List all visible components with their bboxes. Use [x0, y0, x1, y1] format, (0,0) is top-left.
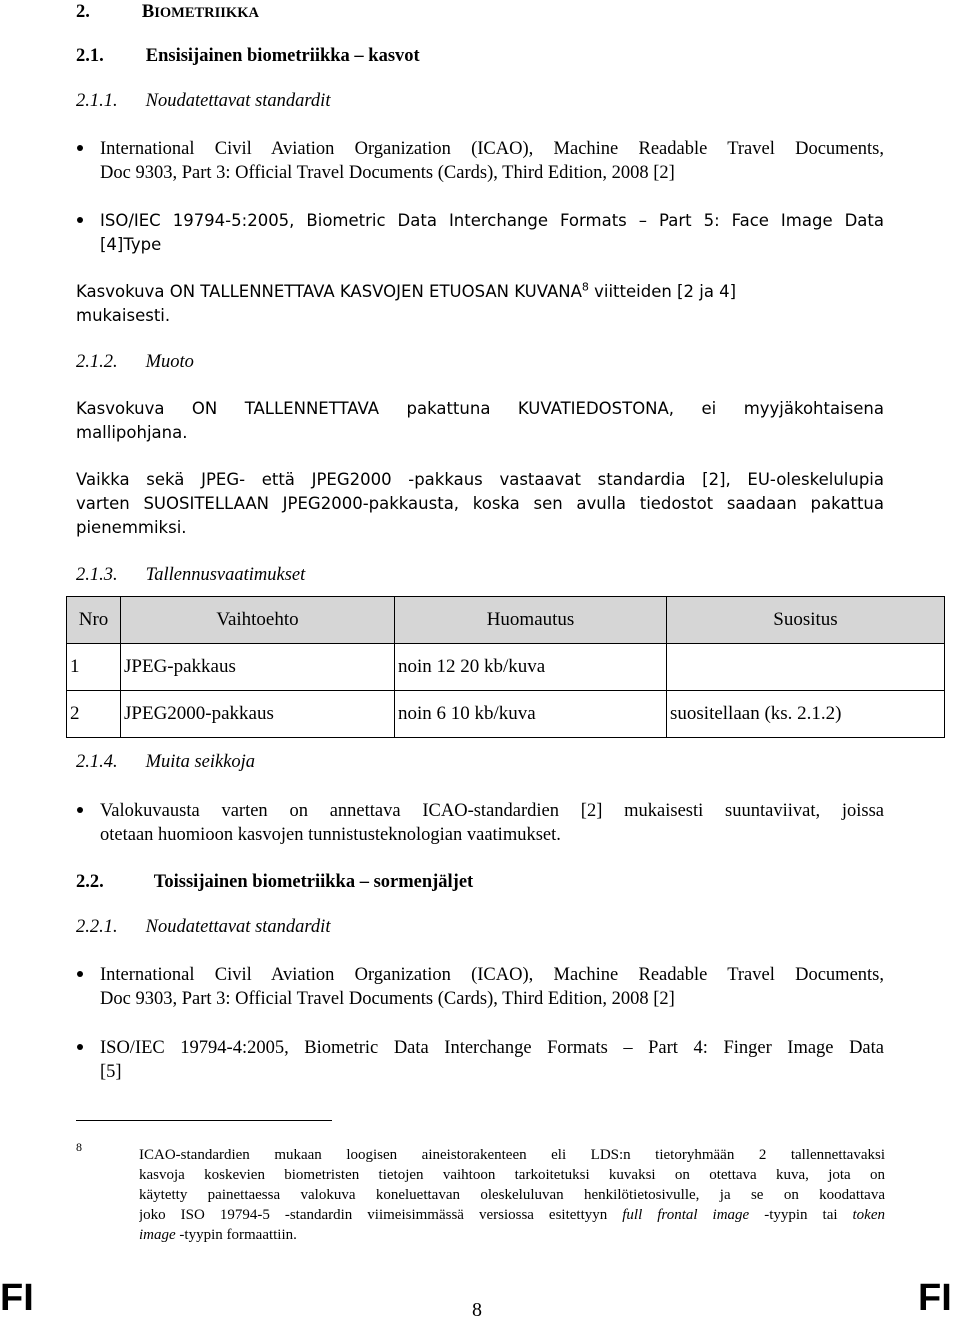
table-cell [667, 644, 945, 691]
heading-number: 2.2.1. [76, 917, 118, 937]
heading-title: Noudatettavat standardit [145, 91, 331, 111]
table-row [67, 691, 945, 738]
table-cell: noin 6 10 kb/kuva [395, 691, 667, 738]
heading-2-1-3 [76, 563, 305, 587]
storage-options-table [66, 596, 945, 738]
bullet-icon [77, 1044, 83, 1050]
bullet-text-line: International Civil Aviation Organization (ICAO), Machine Readable Travel Documents, [100, 965, 884, 985]
paragraph-line: Kasvokuva ON TALLENNETTAVA pakattuna KUVATIEDOSTONA, ei myyjäkohtaisena [76, 399, 884, 418]
paragraph-line: Vaikka sekä JPEG- että JPEG2000 -pakkaus vastaavat standardia [2], EU-oleskelulupia [76, 470, 884, 489]
heading-2-2-1 [76, 915, 330, 939]
table-header-cell: Nro [67, 597, 121, 644]
heading-number: 2.1.1. [76, 91, 118, 111]
heading-number: 2.1.2. [76, 352, 118, 372]
table-header-cell: Huomautus [395, 597, 667, 644]
heading-number: 2.1.3. [76, 565, 118, 585]
paragraph-line [76, 280, 736, 304]
bullet-text-line: Valokuvausta varten on annettava ICAO-standardien [2] mukaisesti suuntaviivat, joissa [100, 801, 884, 821]
page-number: 8 [472, 1299, 482, 1321]
bullet-text-line: [5] [100, 1062, 122, 1082]
paragraph-line: mallipohjana. [76, 423, 188, 442]
table-cell: 2 [67, 691, 121, 738]
footer-language-left: FI [0, 1277, 34, 1319]
table-cell: suositellaan (ks. 2.1.2) [667, 691, 945, 738]
footnote-line [139, 1205, 885, 1225]
table-header-row [67, 597, 945, 644]
heading-title-first-letter: B [141, 2, 155, 22]
bullet-text-line: [4]Type [100, 235, 162, 254]
paragraph-line: pienemmiksi. [76, 518, 187, 537]
bullet-text-line: ISO/IEC 19794-5:2005, Biometric Data Interchange Formats – Part 5: Face Image Data [100, 211, 884, 230]
heading-number: 2.1. [76, 46, 104, 66]
heading-2-1-4 [76, 750, 255, 774]
footnote-line: käytetty painettaessa valokuva koneluettavan oleskeluluvan henkilötietosivulle, ja se on koodattava [139, 1187, 885, 1203]
bullet-icon [77, 145, 83, 151]
bullet-text-line: otetaan huomioon kasvojen tunnistusteknologian vaatimukset. [100, 825, 561, 845]
footnote-italic-term: token [852, 1207, 885, 1223]
heading-title: Noudatettavat standardit [145, 917, 331, 937]
footnote-italic-term: full frontal image [622, 1207, 750, 1223]
heading-2-1 [76, 44, 420, 68]
footnote-number: 8 [76, 1140, 82, 1154]
bullet-icon [77, 971, 83, 977]
heading-number: 2.1.4. [76, 752, 118, 772]
footer-language-right: FI [918, 1277, 952, 1319]
heading-2 [76, 0, 259, 25]
bullet-icon [77, 807, 83, 813]
table-row [67, 644, 945, 691]
footnote-line: kasvoja koskevien biometristen tietojen vaihtoon tarkoitetuksi kuvaksi on otettava kuva, jota on [139, 1167, 885, 1183]
footnote-text: joko ISO 19794-5 -standardin viimeisimmässä versiossa esitettyyn [139, 1207, 623, 1223]
footnote-italic-term: image [139, 1227, 176, 1243]
footnote-text: -tyypin tai [749, 1207, 853, 1223]
heading-number: 2. [76, 2, 90, 22]
bullet-icon [77, 217, 83, 223]
bullet-text-line: ISO/IEC 19794-4:2005, Biometric Data Interchange Formats – Part 4: Finger Image Data [100, 1038, 884, 1058]
paragraph-line: varten SUOSITELLAAN JPEG2000-pakkausta, koska sen avulla tiedostot saadaan pakattua [76, 494, 884, 513]
footnote-line [139, 1225, 297, 1245]
table-header-cell: Suositus [667, 597, 945, 644]
footnote-text: -tyypin formaattiin. [175, 1227, 297, 1243]
heading-2-2 [76, 870, 473, 894]
bullet-text-line: Doc 9303, Part 3: Official Travel Documents (Cards), Third Edition, 2008 [2] [100, 163, 675, 183]
table-cell: JPEG2000-pakkaus [121, 691, 395, 738]
heading-2-1-1 [76, 89, 330, 113]
table-cell: 1 [67, 644, 121, 691]
table-cell: noin 12 20 kb/kuva [395, 644, 667, 691]
heading-title-rest: IOMETRIIKKA [154, 5, 259, 21]
heading-title: Ensisijainen biometriikka – kasvot [145, 46, 420, 66]
bullet-text-line: International Civil Aviation Organization (ICAO), Machine Readable Travel Documents, [100, 139, 884, 159]
table-cell: JPEG-pakkaus [121, 644, 395, 691]
heading-number: 2.2. [76, 872, 104, 892]
paragraph-line: mukaisesti. [76, 306, 171, 325]
heading-title: Muoto [145, 352, 194, 372]
paragraph-text: Kasvokuva ON TALLENNETTAVA KASVOJEN ETUOSAN KUVANA [76, 282, 582, 301]
heading-title: Toissijainen biometriikka – sormenjäljet [153, 872, 474, 892]
footnote-reference: 8 [581, 280, 589, 294]
bullet-text-line: Doc 9303, Part 3: Official Travel Documents (Cards), Third Edition, 2008 [2] [100, 989, 675, 1009]
heading-title: Tallennusvaatimukset [145, 565, 306, 585]
footnote-line: ICAO-standardien mukaan loogisen aineistorakenteen eli LDS:n tietoryhmään 2 tallennettavaksi [139, 1147, 885, 1163]
paragraph-text: viitteiden [2 ja 4] [588, 282, 737, 301]
footnote-separator [76, 1120, 332, 1121]
heading-2-1-2 [76, 350, 194, 374]
table-header-cell: Vaihtoehto [121, 597, 395, 644]
heading-title: Muita seikkoja [145, 752, 256, 772]
